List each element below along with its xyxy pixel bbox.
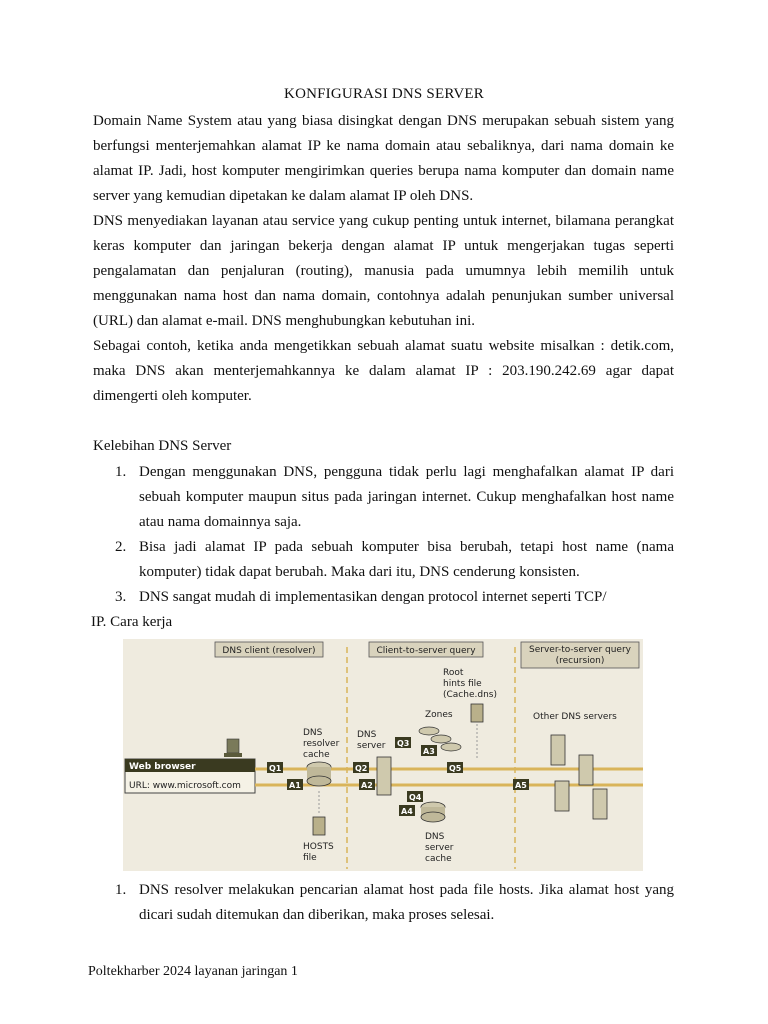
advantage-item xyxy=(93,585,674,610)
a3-label: A3 xyxy=(423,747,435,756)
keyboard-icon xyxy=(224,753,242,757)
list-number: 1. xyxy=(115,882,127,898)
list-text: Dengan menggunakan DNS, pengguna tidak perlu lagi menghafalkan alamat IP dari sebuah komputer maupun situs pada jaringan internet. Cukup menghafalkan host name atau nama domainnya saja. xyxy=(139,464,674,530)
list-text: DNS sangat mudah di implementasikan dengan protocol internet seperti TCP/ xyxy=(139,589,607,605)
zones-label: Zones xyxy=(425,710,453,720)
web-browser-label: Web browser xyxy=(129,762,196,772)
q2-label: Q2 xyxy=(355,764,368,773)
list-text: Bisa jadi alamat IP pada sebuah komputer bisa berubah, tetapi host name (nama komputer) tidak dapat berubah. Maka dari itu, DNS cenderung konsisten. xyxy=(139,539,674,580)
computer-icon xyxy=(227,739,239,753)
intro-paragraph-2: DNS menyediakan layanan atau service yang cukup penting untuk internet, bilamana perangkat keras komputer dan jaringan bekerja dengan alamat IP untuk mengerjakan tugas seperti pengalamatan dan penjaluran (routing), manusia pada umumnya lebih memilih untuk menggunakan nama host dan nama domain, contohnya adalah penunjukan sumber universal (URL) dan alamat e-mail. DNS menghubungkan kebutuhan ini. xyxy=(93,213,674,329)
server-label-1: DNS xyxy=(357,730,377,740)
root-label-3: (Cache.dns) xyxy=(443,690,497,700)
server-label-2: server xyxy=(357,741,386,751)
advantage-item xyxy=(93,460,674,535)
dns-diagram xyxy=(123,639,643,871)
page-footer: Poltekharber 2024 layanan jaringan 1 xyxy=(88,964,298,979)
zones-icon xyxy=(419,727,439,735)
q4-label: Q4 xyxy=(409,793,422,802)
a5-label: A5 xyxy=(515,781,527,790)
q5-label: Q5 xyxy=(449,764,462,773)
hosts-label-2: file xyxy=(303,853,317,863)
continuation-text: IP. Cara kerja xyxy=(91,614,173,630)
a1-label: A1 xyxy=(289,781,301,790)
intro-paragraph-3: Sebagai contoh, ketika anda mengetikkan sebuah alamat suatu website misalkan : detik.com, maka DNS akan menterjemahkannya ke dalam alamat IP : 203.190.242.69 agar dapat dimengerti oleh komputer. xyxy=(93,338,674,404)
list-text: DNS resolver melakukan pencarian alamat host pada file hosts. Jika alamat host yang dicari sudah ditemukan dan diberikan, maka proses selesai. xyxy=(139,882,674,923)
list-number: 3. xyxy=(115,589,127,605)
list-number: 2. xyxy=(115,539,127,555)
steps-list xyxy=(93,878,674,928)
other-server-icon xyxy=(551,735,565,765)
dns-server-icon xyxy=(377,757,391,795)
srvcache-label-1: DNS xyxy=(425,832,445,842)
a2-label: A2 xyxy=(361,781,373,790)
other-server-icon xyxy=(593,789,607,819)
advantages-heading: Kelebihan DNS Server xyxy=(93,438,232,454)
advantage-item xyxy=(93,535,674,585)
q3-label: Q3 xyxy=(397,739,410,748)
list-number: 1. xyxy=(115,464,127,480)
root-label-2: hints file xyxy=(443,679,482,689)
srvcache-label-2: server xyxy=(425,843,454,853)
hosts-file-icon xyxy=(313,817,325,835)
advantages-list xyxy=(93,460,674,610)
root-label-1: Root xyxy=(443,668,464,678)
other-server-icon xyxy=(579,755,593,785)
q1-label: Q1 xyxy=(269,764,282,773)
header-c2s: Client-to-server query xyxy=(376,646,476,656)
step-item xyxy=(93,878,674,928)
document-title: KONFIGURASI DNS SERVER xyxy=(284,86,484,102)
resolver-label-3: cache xyxy=(303,750,330,760)
resolver-label-2: resolver xyxy=(303,739,340,749)
a4-label: A4 xyxy=(401,807,413,816)
other-servers-label: Other DNS servers xyxy=(533,712,617,722)
hosts-label-1: HOSTS xyxy=(303,842,334,852)
header-client: DNS client (resolver) xyxy=(222,646,316,656)
other-server-icon xyxy=(555,781,569,811)
header-s2s-line1: Server-to-server query xyxy=(529,645,631,655)
intro-paragraph-1: Domain Name System atau yang biasa disingkat dengan DNS merupakan sebuah sistem yang berfungsi menterjemahkan alamat IP ke nama domain atau sebaliknya, dari nama domain ke alamat IP. Jadi, host komputer mengirimkan queries berupa nama komputer dan domain name server yang kemudian dipetakan ke dalam alamat IP oleh DNS. xyxy=(93,113,674,204)
root-hints-file-icon xyxy=(471,704,483,722)
header-s2s-line2: (recursion) xyxy=(555,656,605,666)
resolver-label-1: DNS xyxy=(303,728,323,738)
srvcache-label-3: cache xyxy=(425,854,452,864)
url-label: URL: www.microsoft.com xyxy=(129,781,241,791)
